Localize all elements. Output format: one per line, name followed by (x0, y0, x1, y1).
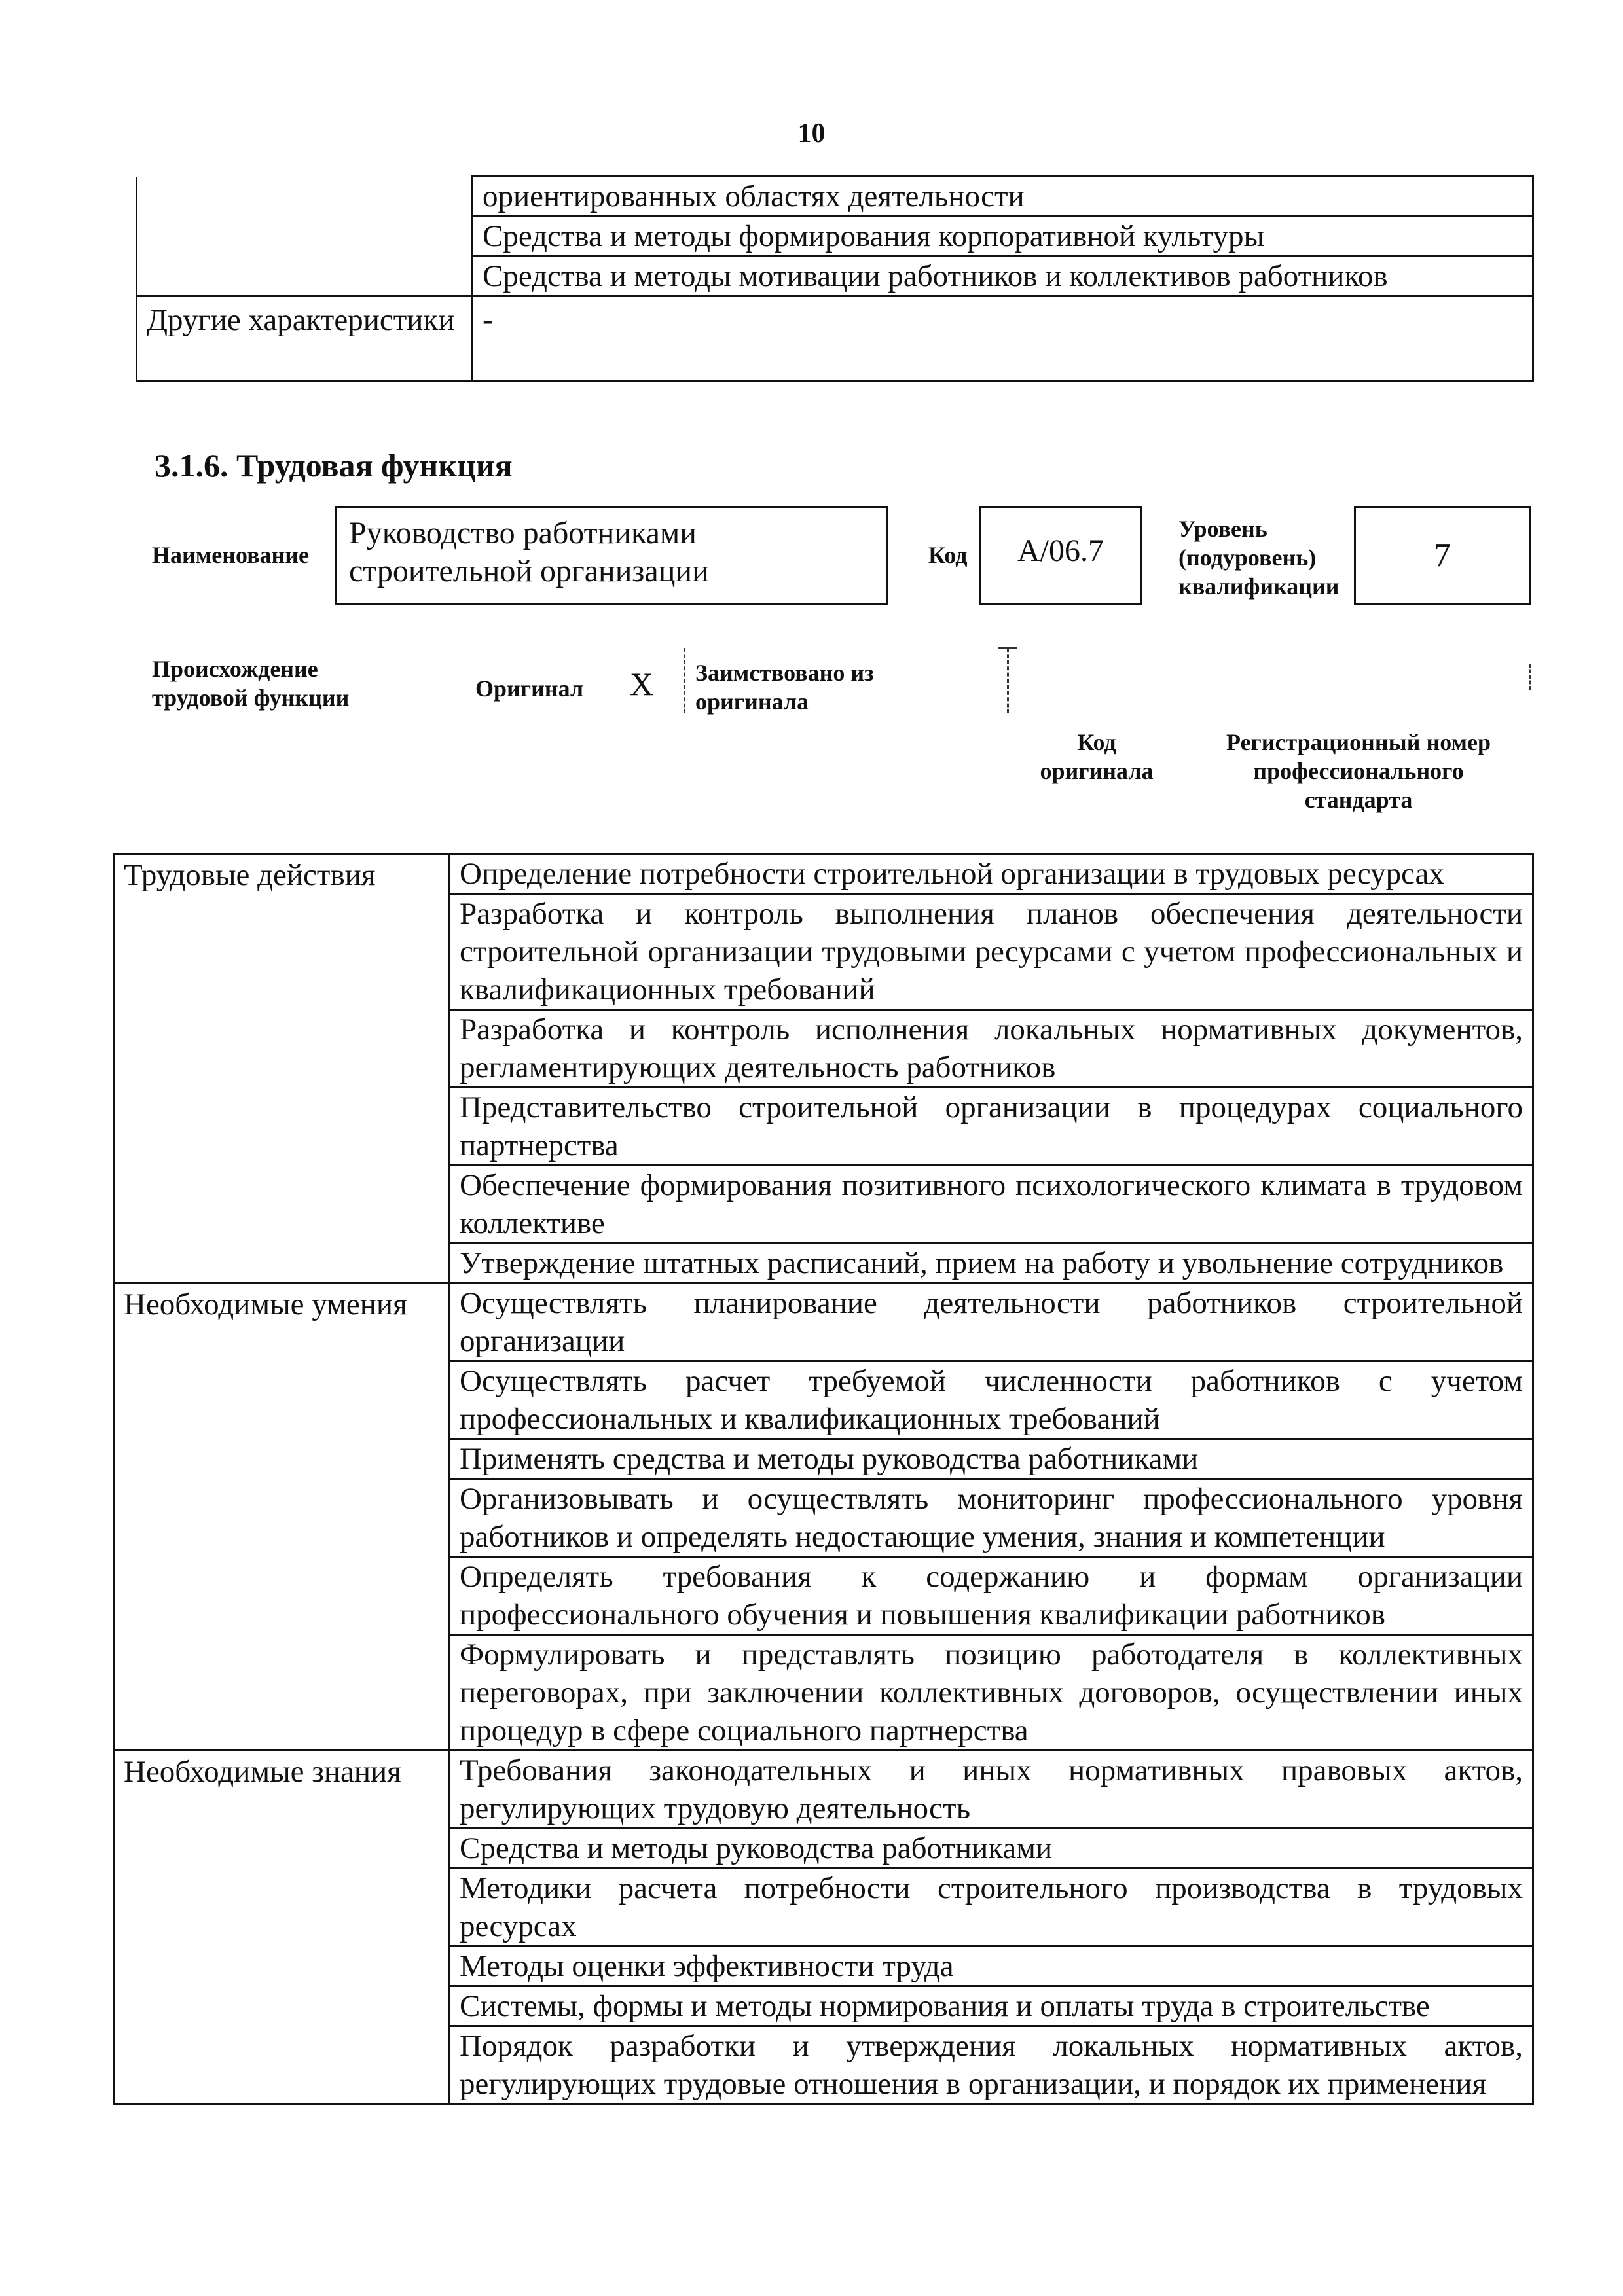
origin-divider-cap (998, 647, 1017, 649)
table-row: Методики расчета потребности строительного производства в трудовых ресурсах (450, 1869, 1533, 1946)
table-row: Методы оценки эффективности труда (450, 1946, 1533, 1986)
section-label-labor-actions: Трудовые действия (114, 854, 450, 1283)
table-row: Определение потребности строительной организации в трудовых ресурсах (450, 854, 1533, 894)
table-row: Разработка и контроль выполнения планов обеспечения деятельности строительной организации трудовыми ресурсами с учетом профессиональных и квалификационных требований (450, 894, 1533, 1010)
origin-label: Происхождение трудовой функции (152, 656, 350, 711)
table-row: Требования законодательных и иных нормативных правовых актов, регулирующих трудовую деятельность (450, 1751, 1533, 1829)
function-code-box: А/06.7 (979, 506, 1142, 605)
borrowed-label: Заимствовано из оригинала (695, 660, 874, 715)
table-row: Осуществлять планирование деятельности работников строительной организации (450, 1283, 1533, 1361)
table-row: Средства и методы руководства работниками (450, 1829, 1533, 1869)
table-row: Определять требования к содержанию и формам организации профессионального обучения и повышения квалификации работников (450, 1557, 1533, 1635)
table-row: Разработка и контроль исполнения локальных нормативных документов, регламентирующих деятельность работников (450, 1010, 1533, 1088)
table-row: Обеспечение формирования позитивного психологического климата в трудовом коллективе (450, 1166, 1533, 1244)
table-row: Представительство строительной организации в процедурах социального партнерства (450, 1088, 1533, 1166)
table-row: Осуществлять расчет требуемой численности работников с учетом профессиональных и квалификационных требований (450, 1361, 1533, 1439)
table-row: Утверждение штатных расписаний, прием на работу и увольнение сотрудников (450, 1244, 1533, 1283)
registration-number-label: Регистрационный номер профессионального стандарта (1226, 729, 1491, 813)
section-label-knowledge: Необходимые знания (114, 1751, 450, 2104)
table-row: Формулировать и представлять позицию работодателя в коллективных переговорах, при заключении коллективных договоров, осуществлении иных процедур в сфере социального партнерства (450, 1635, 1533, 1751)
other-characteristics-value: - (473, 296, 1533, 382)
continuation-table (136, 175, 1534, 382)
table-row: Применять средства и методы руководства работниками (450, 1439, 1533, 1479)
origin-divider-3 (1529, 664, 1531, 690)
original-mark: X (630, 666, 654, 702)
name-label: Наименование (152, 542, 309, 568)
section-heading: 3.1.6. Трудовая функция (155, 447, 513, 484)
continuation-label-cell (137, 177, 473, 296)
level-label: Уровень (подуровень) квалификации (1178, 516, 1340, 600)
other-characteristics-label: Другие характеристики (137, 296, 473, 382)
code-label: Код (928, 542, 968, 568)
table-row: Организовывать и осуществлять мониторинг профессионального уровня работников и определять недостающие умения, знания и компетенции (450, 1479, 1533, 1557)
table-row: Порядок разработки и утверждения локальных нормативных актов, регулирующих трудовые отношения в организации, и порядок их применения (450, 2026, 1533, 2104)
section-label-skills: Необходимые умения (114, 1283, 450, 1751)
continuation-row: ориентированных областях деятельности (473, 177, 1533, 217)
continuation-row: Средства и методы мотивации работников и коллективов работников (473, 257, 1533, 296)
continuation-row: Средства и методы формирования корпоративной культуры (473, 217, 1533, 257)
page-number: 10 (797, 118, 826, 149)
origin-divider-2 (1007, 648, 1009, 713)
function-name-box: Руководство работниками строительной организации (335, 506, 888, 605)
labor-function-table (113, 853, 1534, 2105)
original-label: Оригинал (475, 675, 584, 702)
origin-divider-1 (684, 648, 685, 713)
qualification-level-box: 7 (1354, 506, 1531, 605)
original-code-label: Код оригинала (1040, 729, 1154, 784)
table-row: Системы, формы и методы нормирования и оплаты труда в строительстве (450, 1986, 1533, 2026)
